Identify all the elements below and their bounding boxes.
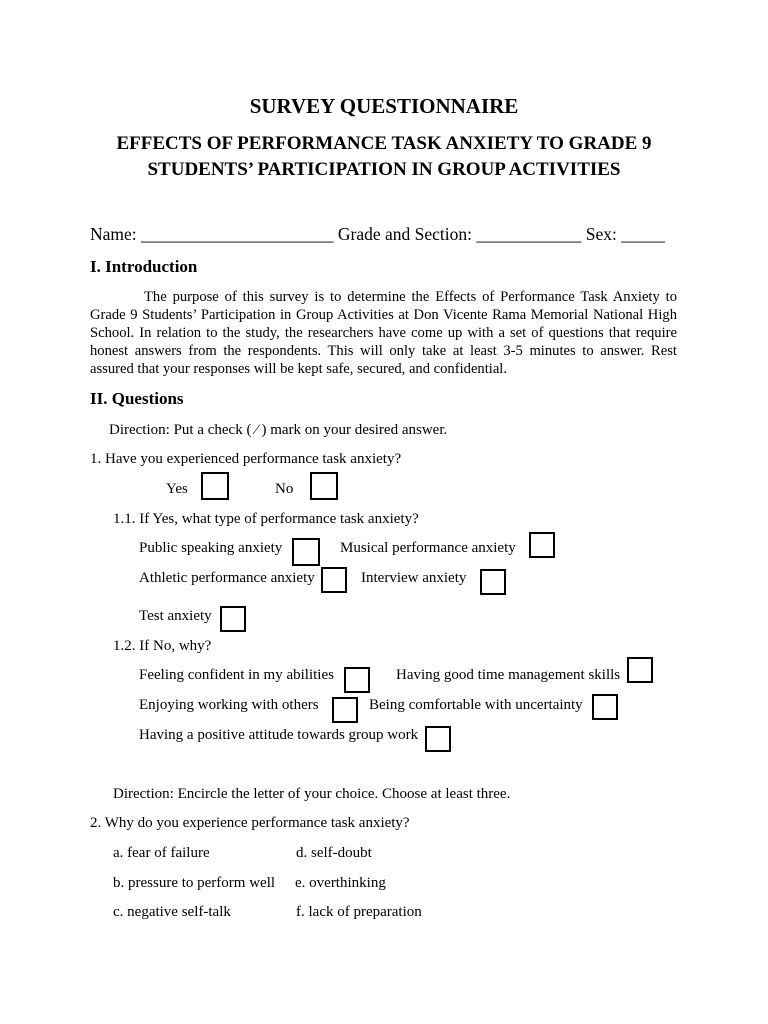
choice-b[interactable]: b. pressure to perform well — [113, 875, 276, 891]
no-checkbox[interactable] — [310, 472, 338, 500]
option-athletic-performance-checkbox[interactable] — [321, 567, 347, 593]
option-positive-attitude-label: Having a positive attitude towards group work — [139, 727, 419, 743]
option-uncertainty-label: Being comfortable with uncertainty — [369, 697, 583, 713]
question-2-text: 2. Why do you experience performance task anxiety? — [90, 815, 410, 831]
option-time-management-checkbox[interactable] — [627, 657, 653, 683]
no-label: No — [275, 481, 294, 497]
study-title-line-2: STUDENTS’ PARTICIPATION IN GROUP ACTIVITIES — [147, 159, 621, 180]
choice-f[interactable]: f. lack of preparation — [296, 904, 422, 920]
choice-d[interactable]: d. self-doubt — [296, 845, 372, 861]
option-time-management-label: Having good time management skills — [396, 667, 621, 683]
respondent-info-line: Name: ______________________ Grade and Section: ____________ Sex: _____ — [90, 224, 666, 244]
option-test-anxiety-checkbox[interactable] — [220, 606, 246, 632]
option-public-speaking-checkbox[interactable] — [292, 538, 320, 566]
study-title-line-1: EFFECTS OF PERFORMANCE TASK ANXIETY TO GRADE 9 — [116, 133, 652, 154]
survey-title: SURVEY QUESTIONNAIRE — [249, 94, 519, 118]
option-public-speaking-label: Public speaking anxiety — [139, 540, 283, 556]
option-positive-attitude-checkbox[interactable] — [425, 726, 451, 752]
choice-e[interactable]: e. overthinking — [295, 875, 386, 891]
option-musical-performance-label: Musical performance anxiety — [340, 540, 516, 556]
direction-encircle: Direction: Encircle the letter of your choice. Choose at least three. — [113, 786, 511, 802]
question-1-2-text: 1.2. If No, why? — [113, 638, 212, 654]
option-test-anxiety-label: Test anxiety — [139, 608, 212, 624]
option-working-with-others-checkbox[interactable] — [332, 697, 358, 723]
option-interview-anxiety-checkbox[interactable] — [480, 569, 506, 595]
introduction-paragraph: The purpose of this survey is to determine the Effects of Performance Task Anxiety to Grade 9 Students’ Participation in Group Activities at Don Vicente Rama Memorial National High School. In relation to the study, the researchers have come up with a set of questions that require honest answers from the respondents. This will only take at least 3-5 minutes to answer. Rest assured that your responses will be kept safe, secured, and confidential. — [90, 289, 677, 377]
questions-heading: II. Questions — [90, 389, 184, 408]
question-1-text: 1. Have you experienced performance task anxiety? — [90, 451, 402, 467]
choice-a[interactable]: a. fear of failure — [113, 845, 210, 861]
choice-c[interactable]: c. negative self-talk — [113, 904, 231, 920]
option-working-with-others-label: Enjoying working with others — [139, 697, 319, 713]
option-interview-anxiety-label: Interview anxiety — [361, 570, 467, 586]
question-1-1-text: 1.1. If Yes, what type of performance task anxiety? — [113, 511, 419, 527]
option-confident-checkbox[interactable] — [344, 667, 370, 693]
option-confident-label: Feeling confident in my abilities — [139, 667, 334, 683]
option-athletic-performance-label: Athletic performance anxiety — [139, 570, 315, 586]
introduction-heading: I. Introduction — [90, 257, 198, 276]
option-uncertainty-checkbox[interactable] — [592, 694, 618, 720]
yes-label: Yes — [166, 481, 188, 497]
option-musical-performance-checkbox[interactable] — [529, 532, 555, 558]
direction-check: Direction: Put a check ( ⁄ ) mark on your desired answer. — [109, 422, 448, 438]
yes-checkbox[interactable] — [201, 472, 229, 500]
